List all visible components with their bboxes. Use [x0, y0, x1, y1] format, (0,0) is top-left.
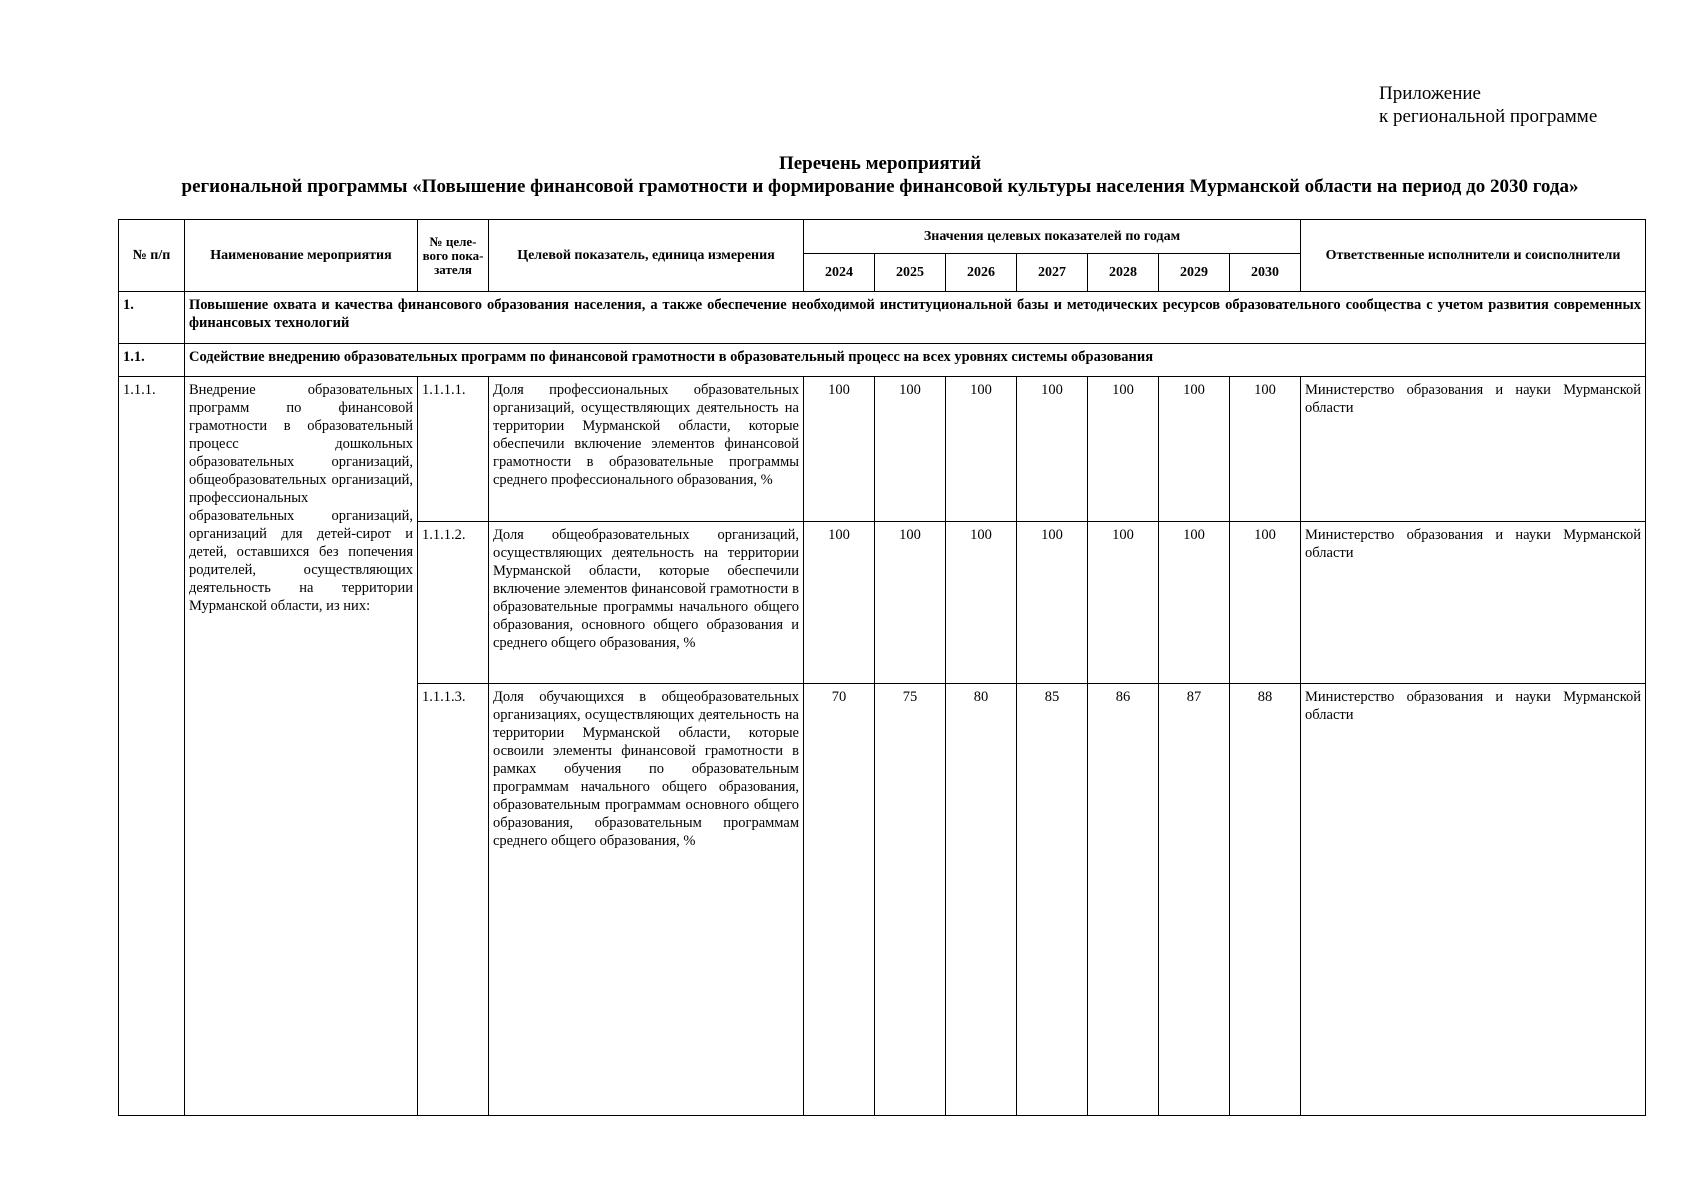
indicator-num: 1.1.1.2.	[418, 522, 489, 684]
header-num: № п/п	[119, 220, 185, 292]
year-header: 2029	[1159, 254, 1230, 292]
responsible-cell: Министерство образования и науки Мурманской области	[1301, 684, 1646, 1116]
section-text: Повышение охвата и качества финансового образования населения, а также обеспечение необходимой институциональной базы и методических ресурсов образовательного сообщества с учетом развития современных финансовых технологий	[185, 292, 1646, 344]
responsible-cell: Министерство образования и науки Мурманской области	[1301, 522, 1646, 684]
value-cell: 75	[875, 684, 946, 1116]
indicator-num: 1.1.1.1.	[418, 377, 489, 522]
indicator-text: Доля общеобразовательных организаций, осуществляющих деятельность на территории Мурманской области, которые обеспечили включение элементов финансовой грамотности в образовательные программы начального общего образования, основного общего образования и среднего общего образования, %	[489, 522, 804, 684]
appendix-line-2: к региональной программе	[1379, 106, 1598, 127]
header-values-by-year: Значения целевых показателей по годам	[804, 220, 1301, 254]
table-row	[119, 377, 1646, 522]
value-cell: 100	[875, 377, 946, 522]
value-cell: 100	[946, 377, 1017, 522]
activity-num: 1.1.1.	[119, 377, 185, 1116]
value-cell: 85	[1017, 684, 1088, 1116]
value-cell: 100	[1088, 522, 1159, 684]
year-header: 2028	[1088, 254, 1159, 292]
value-cell: 100	[1159, 377, 1230, 522]
value-cell: 88	[1230, 684, 1301, 1116]
activity-name: Внедрение образовательных программ по финансовой грамотности в образовательный процесс дошкольных образовательных организаций, общеобразовательных организаций, профессиональных образовательных организаций, организаций для детей-сирот и детей, оставшихся без попечения родителей, осуществляющих деятельность на территории Мурманской области, из них:	[185, 377, 418, 1116]
value-cell: 70	[804, 684, 875, 1116]
section-num: 1.	[119, 292, 185, 344]
value-cell: 100	[1230, 377, 1301, 522]
year-header: 2025	[875, 254, 946, 292]
appendix-line-1: Приложение	[1379, 83, 1481, 104]
year-header: 2024	[804, 254, 875, 292]
value-cell: 87	[1159, 684, 1230, 1116]
value-cell: 100	[1017, 377, 1088, 522]
value-cell: 86	[1088, 684, 1159, 1116]
value-cell: 100	[946, 522, 1017, 684]
header-indicator: Целевой показатель, единица измерения	[489, 220, 804, 292]
activities-table	[118, 219, 1646, 1116]
value-cell: 100	[1230, 522, 1301, 684]
header-indicator-num: № целе-вого пока-зателя	[418, 220, 489, 292]
value-cell: 100	[804, 377, 875, 522]
year-header: 2030	[1230, 254, 1301, 292]
indicator-text: Доля профессиональных образовательных организаций, осуществляющих деятельность на территории Мурманской области, которые обеспечили включение элементов финансовой грамотности в образовательные программы среднего профессионального образования, %	[489, 377, 804, 522]
indicator-num: 1.1.1.3.	[418, 684, 489, 1116]
header-name: Наименование мероприятия	[185, 220, 418, 292]
responsible-cell: Министерство образования и науки Мурманской области	[1301, 377, 1646, 522]
header-responsible: Ответственные исполнители и соисполнители	[1301, 220, 1646, 292]
subsection-text: Содействие внедрению образовательных программ по финансовой грамотности в образовательный процесс на всех уровнях системы образования	[185, 344, 1646, 377]
indicator-text: Доля обучающихся в общеобразовательных организациях, осуществляющих деятельность на территории Мурманской области, которые освоили элементы финансовой грамотности в рамках обучения по образовательным программам начального общего образования, образовательным программам основного общего образования, образовательным программам среднего общего образования, %	[489, 684, 804, 1116]
value-cell: 100	[1017, 522, 1088, 684]
value-cell: 100	[1159, 522, 1230, 684]
appendix-note	[1379, 82, 1597, 128]
year-header: 2026	[946, 254, 1017, 292]
document-title: Перечень мероприятий	[778, 153, 982, 174]
subsection-num: 1.1.	[119, 344, 185, 377]
document-subtitle: региональной программы «Повышение финансовой грамотности и формирование финансовой культуры населения Мурманской области на период до 2030 года»	[181, 176, 1579, 197]
header-row	[119, 220, 1646, 254]
section-row-1	[119, 292, 1646, 344]
subsection-row-1-1	[119, 344, 1646, 377]
value-cell: 100	[1088, 377, 1159, 522]
year-header: 2027	[1017, 254, 1088, 292]
value-cell: 80	[946, 684, 1017, 1116]
value-cell: 100	[804, 522, 875, 684]
value-cell: 100	[875, 522, 946, 684]
